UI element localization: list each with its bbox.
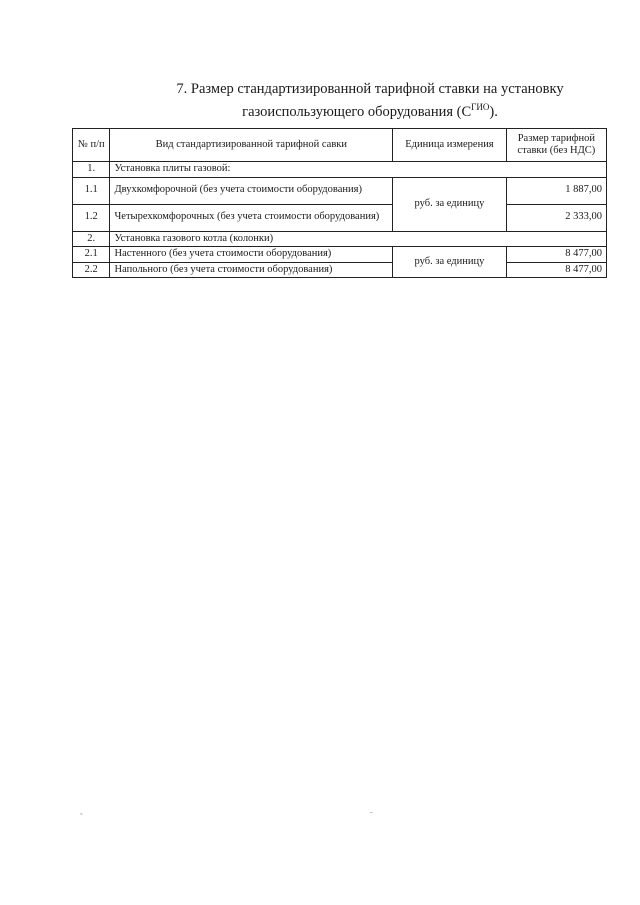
table-header-row	[73, 129, 607, 162]
table-row	[73, 162, 607, 178]
scan-mark-left: ˇ	[80, 812, 83, 821]
row-name: Установка газового котла (колонки)	[110, 231, 607, 247]
row-name: Четырехкомфорочных (без учета стоимости оборудования)	[110, 204, 393, 231]
row-rate: 8 477,00	[506, 247, 606, 263]
row-name: Настенного (без учета стоимости оборудования)	[110, 247, 393, 263]
row-num: 1.2	[73, 204, 110, 231]
row-rate: 1 887,00	[506, 177, 606, 204]
row-num: 1.1	[73, 177, 110, 204]
table-row	[73, 177, 607, 204]
row-unit: руб. за единицу	[393, 247, 506, 278]
table-row	[73, 204, 607, 231]
row-name: Напольного (без учета стоимости оборудования)	[110, 262, 393, 278]
table-row	[73, 231, 607, 247]
row-rate: 8 477,00	[506, 262, 606, 278]
scan-mark-right: ˉ	[370, 810, 373, 819]
header-name: Вид стандартизированной тарифной савки	[110, 129, 393, 162]
table-row	[73, 247, 607, 263]
title-line-2-prefix: газоиспользующего оборудования (С	[242, 103, 472, 120]
row-num: 1.	[73, 162, 110, 178]
title-line-2-suffix: ).	[489, 103, 498, 120]
row-num: 2.1	[73, 247, 110, 263]
header-num: № п/п	[73, 129, 110, 162]
title-line-1: 7. Размер стандартизированной тарифной ставки на установку	[176, 81, 564, 97]
row-num: 2.	[73, 231, 110, 247]
header-rate: Размер тарифной ставки (без НДС)	[506, 129, 606, 162]
tariff-table	[72, 128, 607, 278]
header-unit: Единица измерения	[393, 129, 506, 162]
title-superscript: ГИО	[471, 102, 490, 112]
table-row	[73, 262, 607, 278]
section-title	[150, 80, 590, 121]
row-name: Установка плиты газовой:	[110, 162, 607, 178]
row-unit: руб. за единицу	[393, 177, 506, 231]
row-rate: 2 333,00	[506, 204, 606, 231]
title-line-2	[150, 98, 590, 121]
row-name: Двухкомфорочной (без учета стоимости оборудования)	[110, 177, 393, 204]
row-num: 2.2	[73, 262, 110, 278]
